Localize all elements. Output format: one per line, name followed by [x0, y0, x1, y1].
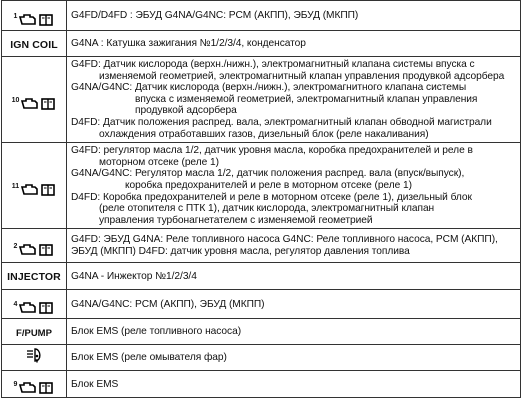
engine-manual-icon: 2 — [14, 243, 55, 257]
symbol-cell — [2, 143, 67, 229]
description-cell: G4NA - Инжектор №1/2/3/4 — [67, 263, 521, 290]
table-row — [2, 57, 521, 143]
table-row — [2, 229, 521, 263]
fuel-pump-label: F/PUMP — [16, 327, 52, 339]
symbol-cell — [2, 31, 67, 57]
symbol-cell — [2, 57, 67, 143]
description-cell: Блок EMS (реле топливного насоса) — [67, 319, 521, 345]
symbol-cell — [2, 345, 67, 371]
table-row — [2, 371, 521, 398]
description-cell: G4NA/G4NC: PCM (АКПП), ЭБУД (МКПП) — [67, 290, 521, 319]
engine-manual-icon: 10 — [12, 97, 57, 111]
symbol-cell — [2, 1, 67, 31]
symbol-cell — [2, 371, 67, 398]
fuse-relay-table — [1, 0, 521, 398]
description-cell: Блок EMS (реле омывателя фар) — [67, 345, 521, 371]
ign-coil-label: IGN COIL — [10, 38, 58, 51]
headlamp-washer-icon — [24, 347, 44, 363]
engine-manual-icon: 11 — [12, 183, 56, 197]
engine-manual-icon: 4 — [14, 301, 55, 315]
table-row — [2, 31, 521, 57]
table-row — [2, 345, 521, 371]
description-cell: Блок EMS — [67, 371, 521, 398]
table-row — [2, 143, 521, 229]
symbol-cell — [2, 319, 67, 345]
table-row — [2, 290, 521, 319]
table-row — [2, 1, 521, 31]
injector-label: INJECTOR — [7, 271, 61, 284]
engine-manual-icon: 1 — [14, 13, 55, 27]
symbol-cell — [2, 229, 67, 263]
table-row — [2, 263, 521, 290]
description-cell: G4FD: ЭБУД G4NA: Реле топливного насоса G4NC: Реле топливного насоса, PCM (АКПП), ЭБУД (МКПП) D4FD: датчик уровня масла, регулятор давления топлива — [67, 229, 521, 263]
table-row — [2, 319, 521, 345]
engine-manual-icon: 9 — [14, 381, 55, 395]
description-cell: G4NA : Катушка зажигания №1/2/3/4, конденсатор — [67, 31, 521, 57]
description-cell: G4FD/D4FD : ЭБУД G4NA/G4NC: PCM (АКПП), ЭБУД (МКПП) — [67, 1, 521, 31]
symbol-cell — [2, 290, 67, 319]
description-cell: G4FD: регулятор масла 1/2, датчик уровня масла, коробка предохранителей и реле в моторном отсеке (реле 1) G4NA/G4NC: Регулятор масла 1/2, датчик положения распред. вала (впуск/выпуск), коробка предохранителей и реле в моторном отсеке (реле 1) D4FD: Коробка предохранителей и реле в моторном отсеке (реле 1), дизельный блок (реле отопителя с ПТК 1), датчик кислорода, электромагнитный клапан управления турбонагнетателем с изменяемой геометрией — [67, 143, 521, 229]
symbol-cell — [2, 263, 67, 290]
description-cell: G4FD: Датчик кислорода (верхн./нижн.), электромагнитный клапана системы впуска с изменяемой геометрией, электромагнитный клапан управления продувкой адсорбера G4NA/G4NC: Датчик кислорода (верхн./нижн.), электромагнитного клапана системы впуска с изменяемой геометрией, электромагнитный клапан управления продувкой адсорбера D4FD: Датчик положения распред. вала, электромагнитный клапан обводной магистрали охлаждения отработавших газов, дизельный блок (реле накаливания) — [67, 57, 521, 143]
